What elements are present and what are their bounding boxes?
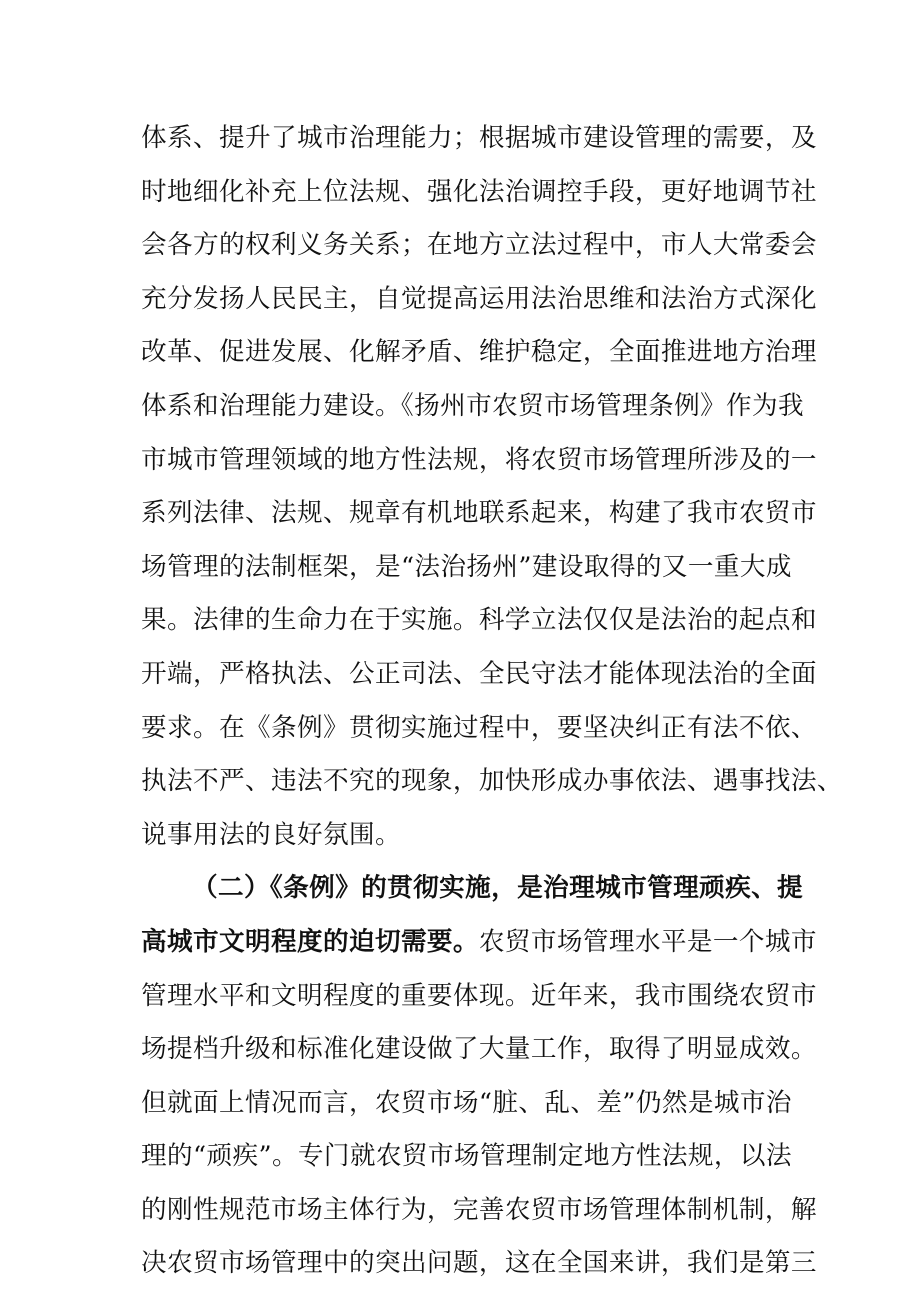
paragraph-line: 充分发扬人民民主，自觉提高运用法治思维和法治方式深化 [141,283,817,314]
section-heading-end: 高城市文明程度的迫切需要。 [141,926,479,957]
paragraph-line: 要求。在《条例》贯彻实施过程中，要坚决纠正有法不依、 [141,712,817,743]
paragraph-line: 执法不严、违法不究的现象，加快形成办事依法、遇事找法、 [141,766,843,797]
paragraph-line: 改革、促进发展、化解矛盾、维护稳定，全面推进地方治理 [141,337,817,368]
paragraph-line: 场提档升级和标准化建设做了大量工作，取得了明显成效。 [141,1034,817,1065]
paragraph-line: 的刚性规范市场主体行为，完善农贸市场管理体制机制，解 [141,1194,817,1225]
paragraph-line: 会各方的权利义务关系；在地方立法过程中，市人大常委会 [141,230,817,261]
paragraph-line: 管理水平和文明程度的重要体现。近年来，我市围绕农贸市 [141,980,817,1011]
document-body [141,112,843,1291]
section-body-start: 农贸市场管理水平是一个城市 [478,926,817,957]
paragraph-line: 场管理的法制框架，是“法治扬州”建设取得的又一重大成 [141,551,792,582]
section-heading-line [141,916,817,970]
paragraph-line: 理的“顽疾”。专门就农贸市场管理制定地方性法规，以法 [141,1141,792,1172]
paragraph-line: 市城市管理领域的地方性法规，将农贸市场管理所涉及的一 [141,444,817,475]
paragraph-line: 系列法律、法规、规章有机地联系起来，构建了我市农贸市 [141,498,817,529]
paragraph-line: 体系和治理能力建设。《扬州市农贸市场管理条例》作为我 [141,390,805,421]
paragraph-line: 决农贸市场管理中的突出问题，这在全国来讲，我们是第三 [141,1248,817,1279]
paragraph-line: 开端，严格执法、公正司法、全民守法才能体现法治的全面 [141,658,817,689]
paragraph-line: 说事用法的良好氛围。 [141,819,401,850]
paragraph-line: 果。法律的生命力在于实施。科学立法仅仅是法治的起点和 [141,605,817,636]
paragraph-line: 但就面上情况而言，农贸市场“脏、乱、差”仍然是城市治 [141,1087,792,1118]
section-heading-line: （二）《条例》的贯彻实施，是治理城市管理顽疾、提 [192,873,804,904]
paragraph-line: 体系、提升了城市治理能力；根据城市建设管理的需要，及 [141,123,817,153]
paragraph-line: 时地细化补充上位法规、强化法治调控手段，更好地调节社 [141,176,817,207]
